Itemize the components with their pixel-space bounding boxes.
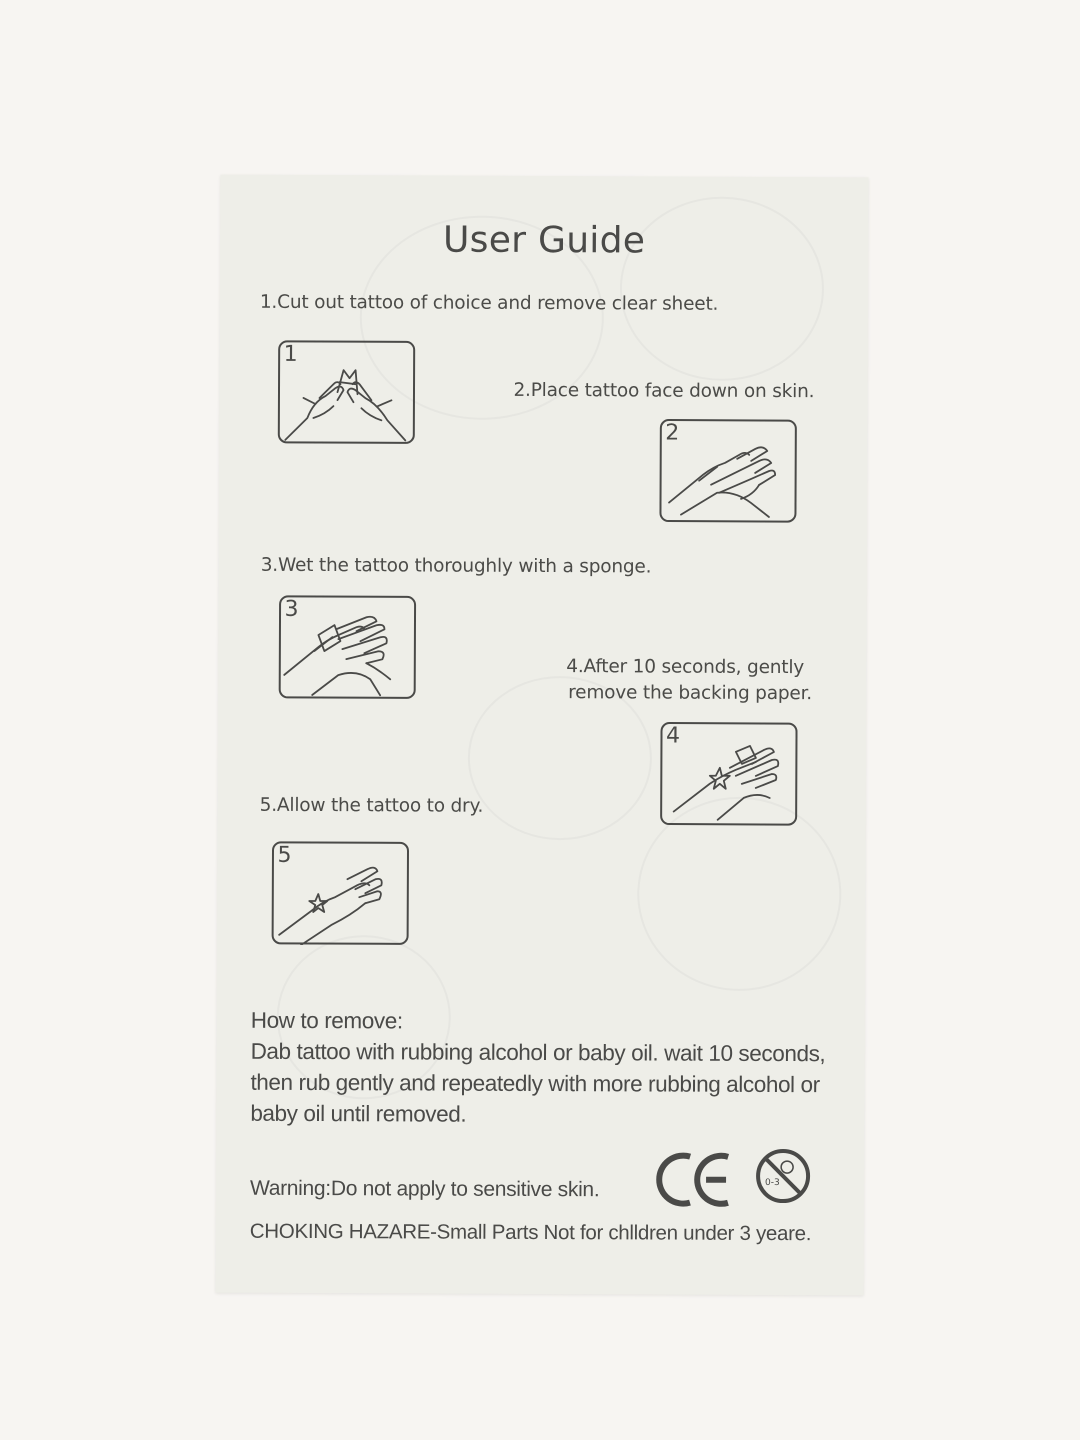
step-1-text: 1.Cut out tattoo of choice and remove clear sheet. xyxy=(259,291,719,315)
step-5-text: 5.Allow the tattoo to dry. xyxy=(259,794,484,817)
step-5-illustration xyxy=(271,841,409,946)
step-1-illustration xyxy=(277,340,415,445)
drying-hand-icon xyxy=(271,841,409,946)
step-3-text: 3.Wet the tattoo thoroughly with a sponge. xyxy=(260,554,652,578)
age-restriction-icon xyxy=(754,1147,812,1205)
user-guide-card xyxy=(216,175,869,1296)
removal-line-1: Dab tattoo with rubbing alcohol or baby oil. wait 10 seconds, xyxy=(250,1038,826,1067)
age-label: 0-3 xyxy=(765,1177,780,1189)
removal-instructions xyxy=(250,1005,825,1132)
step-3-number: 3 xyxy=(284,596,299,622)
removal-line-3: baby oil until removed. xyxy=(250,1100,467,1127)
ce-mark-icon xyxy=(656,1149,736,1211)
step-3-illustration xyxy=(278,595,416,700)
step-4-illustration xyxy=(660,722,798,827)
step-2-text: 2.Place tattoo face down on skin. xyxy=(513,379,815,403)
warning-text: Warning:Do not apply to sensitive skin. xyxy=(249,1176,600,1202)
step-2-number: 2 xyxy=(665,420,680,446)
page-title: User Guide xyxy=(442,219,646,262)
removal-heading: How to remove: xyxy=(250,1007,403,1034)
step-4-text-line1: 4.After 10 seconds, gently xyxy=(566,656,805,679)
backing-removal-icon xyxy=(660,722,798,827)
step-4-number: 4 xyxy=(665,723,681,749)
step-2-illustration xyxy=(659,419,797,524)
removal-line-2: then rub gently and repeatedly with more rubbing alcohol or xyxy=(250,1069,820,1098)
step-5-number: 5 xyxy=(277,842,292,868)
hand-placing-icon xyxy=(659,419,797,524)
step-4-text-line2: remove the backing paper. xyxy=(568,682,813,705)
choking-hazard-text: CHOKING HAZARE-Small Parts Not for chlldren under 3 yeare. xyxy=(249,1219,812,1246)
hands-peeling-icon xyxy=(277,340,415,445)
sponge-wetting-icon xyxy=(278,595,416,700)
step-1-number: 1 xyxy=(283,341,298,367)
